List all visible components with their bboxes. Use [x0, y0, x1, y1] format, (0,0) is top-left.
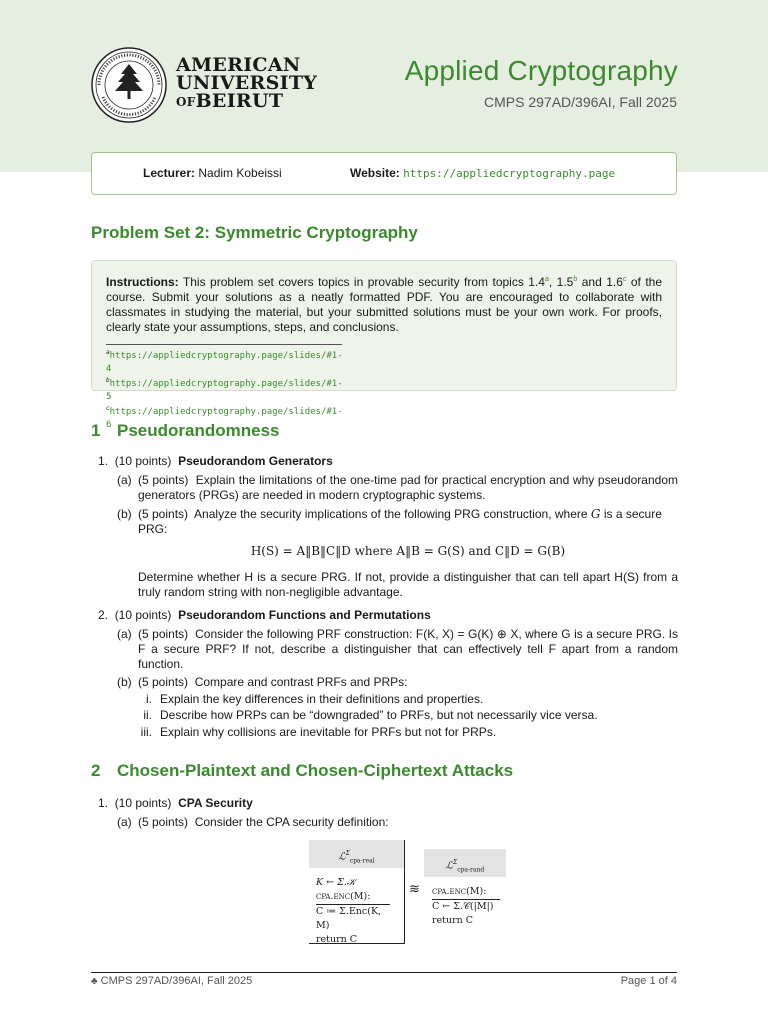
- section-1-heading: [91, 421, 280, 441]
- tree-icon: ♣: [91, 976, 98, 987]
- part-2-1-a: [138, 815, 678, 830]
- equation-text: H(S) = A‖B‖C‖D where A‖B = G(S) and C‖D = G(B): [250, 544, 566, 558]
- game-title-sub: cpa-real: [349, 857, 375, 865]
- part-1-1-a: [138, 473, 678, 503]
- sub-item-label: ii.: [143, 708, 152, 722]
- question-title: Pseudorandom Functions and Permutations: [178, 608, 431, 622]
- part-1-1-b-follow: Determine whether H is a secure PRG. If not, provide a distinguisher that can tell apart H(S) from a truly random string with non-negligible advantage.: [138, 570, 678, 599]
- section-2-heading: [91, 761, 513, 781]
- game-title-sub: cpa-rand: [457, 866, 485, 874]
- footnote-rule: [106, 344, 342, 345]
- page-number: Page 1 of 4: [620, 975, 677, 987]
- footnote-a[interactable]: [106, 347, 342, 375]
- part-points: (5 points): [138, 473, 189, 487]
- part-text: Compare and contrast PRFs and PRPs:: [194, 675, 408, 689]
- section-number: 1: [91, 421, 101, 440]
- footnote-ref-b[interactable]: b: [573, 276, 578, 283]
- game-header: [309, 840, 404, 868]
- game-line: C ← Σ.𝒞(|M|): [432, 899, 500, 914]
- question-label: 2.: [98, 608, 109, 622]
- course-title: Applied Cryptography: [404, 55, 678, 86]
- part-label: (b): [117, 675, 132, 689]
- part-text: Analyze the security implications of the following PRG construction, where: [194, 507, 588, 521]
- sub-item-label: iii.: [140, 725, 152, 739]
- instructions-text: [106, 272, 662, 335]
- game-line: return C: [316, 934, 358, 945]
- part-text: Explain the limitations of the one-time pad for practical encryption and why pseudorandom generators (PRGs) are needed in modern cryptographic systems.: [138, 473, 678, 502]
- university-line2: UNIVERSITY: [176, 72, 318, 94]
- university-name: [176, 56, 317, 111]
- question-1-2: [98, 608, 431, 623]
- instructions-box: [91, 260, 677, 430]
- question-label: 1.: [98, 454, 109, 468]
- game-cpa-real: [309, 840, 405, 944]
- footnotes: [106, 344, 342, 431]
- question-2-1: [98, 796, 253, 811]
- part-label: (a): [117, 815, 132, 829]
- part-text-cont: is a secure PRG:: [138, 507, 662, 536]
- game-title-sup: Σ: [452, 859, 458, 866]
- part-points: (5 points): [138, 675, 189, 689]
- sub-item-text: Explain why collisions are inevitable for PRFs but not for PRPs.: [160, 725, 497, 739]
- part-label: (a): [117, 627, 132, 641]
- sub-item-text: Describe how PRPs can be “downgraded” to PRFs, but not necessarily vice versa.: [160, 708, 598, 722]
- part-points: (5 points): [138, 507, 189, 521]
- footnote-mark: a: [106, 349, 110, 356]
- part-text: Consider the following PRF construction: F(K, X) = G(K) ⊕ X, where G is a secure PRG. Is F a secure PRF? If not, describe a distinguisher that can effectively tell F apart from a random function.: [138, 627, 678, 671]
- info-box: [91, 152, 677, 195]
- university-line3: BEIRUT: [195, 90, 284, 112]
- question-1-1: [98, 454, 333, 469]
- part-text: Consider the CPA security definition:: [194, 815, 389, 829]
- university-line1: AMERICAN: [176, 54, 301, 76]
- question-label: 1.: [98, 796, 109, 810]
- question-points: (10 points): [114, 796, 172, 810]
- sub-item-text: Explain the key differences in their definitions and properties.: [160, 692, 484, 706]
- part-1-2-b: [138, 675, 678, 690]
- website-link[interactable]: https://appliedcryptography.page: [403, 167, 616, 180]
- part-1-2-a: [138, 627, 678, 672]
- question-title: CPA Security: [178, 796, 253, 810]
- game-line: cpa.enc(M):: [316, 891, 371, 902]
- question-points: (10 points): [114, 608, 172, 622]
- game-title: ℒ: [445, 860, 453, 872]
- instructions-part-c: and 1.6: [577, 275, 623, 289]
- footnote-mark: c: [106, 405, 110, 412]
- website: [350, 166, 615, 180]
- section-title: Pseudorandomness: [117, 421, 280, 440]
- question-points: (10 points): [114, 454, 172, 468]
- part-points: (5 points): [138, 627, 189, 641]
- instructions-label: Instructions:: [106, 275, 179, 289]
- cpa-games-figure: [309, 840, 509, 946]
- sub-item-label: i.: [146, 692, 152, 706]
- part-label: (b): [117, 507, 132, 521]
- course-code: CMPS 297AD/396AI, Fall 2025: [484, 94, 677, 110]
- game-title: ℒ: [338, 851, 346, 863]
- part-label: (a): [117, 473, 132, 487]
- instructions-part-d: of the course. Submit your solutions as a neatly formatted PDF. You are encouraged to collaborate with classmates in studying the material, but your submitted solutions must be your own work. For proofs, clearly state your assumptions, steps, and conclusions.: [106, 275, 662, 334]
- instructions-part-b: , 1.5: [548, 275, 574, 289]
- footer-left: [91, 975, 252, 987]
- website-label: Website:: [350, 166, 400, 180]
- game-line: cpa.enc(M):: [432, 886, 487, 897]
- footnote-url[interactable]: https://appliedcryptography.page/slides/#1-5: [106, 379, 343, 402]
- game-title-sup: Σ: [345, 850, 350, 857]
- footnote-b[interactable]: [106, 375, 342, 403]
- problem-set-title: Problem Set 2: Symmetric Cryptography: [91, 223, 418, 242]
- footnote-mark: b: [106, 377, 110, 384]
- section-title: Chosen-Plaintext and Chosen-Ciphertext Attacks: [117, 761, 514, 780]
- footnote-ref-c[interactable]: c: [622, 276, 627, 283]
- footnote-url[interactable]: https://appliedcryptography.page/slides/#1-6: [106, 407, 343, 430]
- equation-h: [138, 544, 678, 559]
- section-number: 2: [91, 761, 101, 780]
- instructions-part-a: This problem set covers topics in provable security from topics 1.4: [182, 275, 545, 289]
- footer-course: CMPS 297AD/396AI, Fall 2025: [100, 975, 253, 987]
- indistinguishable-symbol: ≋: [409, 882, 420, 897]
- footnote-ref-a[interactable]: a: [544, 276, 549, 283]
- game-line: K ← Σ.𝒦: [316, 877, 356, 888]
- part-points: (5 points): [138, 815, 189, 829]
- lecturer-name: Nadim Kobeissi: [198, 166, 282, 180]
- lecturer-label: Lecturer:: [143, 166, 196, 180]
- lecturer: [143, 166, 282, 180]
- game-header: [424, 849, 506, 877]
- game-body: [309, 868, 404, 947]
- part-1-1-b: (5 points) Analyze the security implications of the following PRG construction, where G is a secure PRG:: [138, 507, 662, 536]
- game-cpa-rand: [424, 849, 506, 928]
- university-of: OF: [176, 95, 196, 109]
- game-line: C ≔ Σ.Enc(K, M): [316, 904, 390, 933]
- university-line3-row: [176, 92, 317, 111]
- footnote-url[interactable]: https://appliedcryptography.page/slides/#1-4: [106, 351, 343, 374]
- footer-rule: [91, 972, 677, 973]
- question-title: Pseudorandom Generators: [178, 454, 333, 468]
- university-seal-icon: [91, 47, 167, 123]
- game-body: [424, 877, 506, 928]
- game-line: return C: [432, 915, 474, 926]
